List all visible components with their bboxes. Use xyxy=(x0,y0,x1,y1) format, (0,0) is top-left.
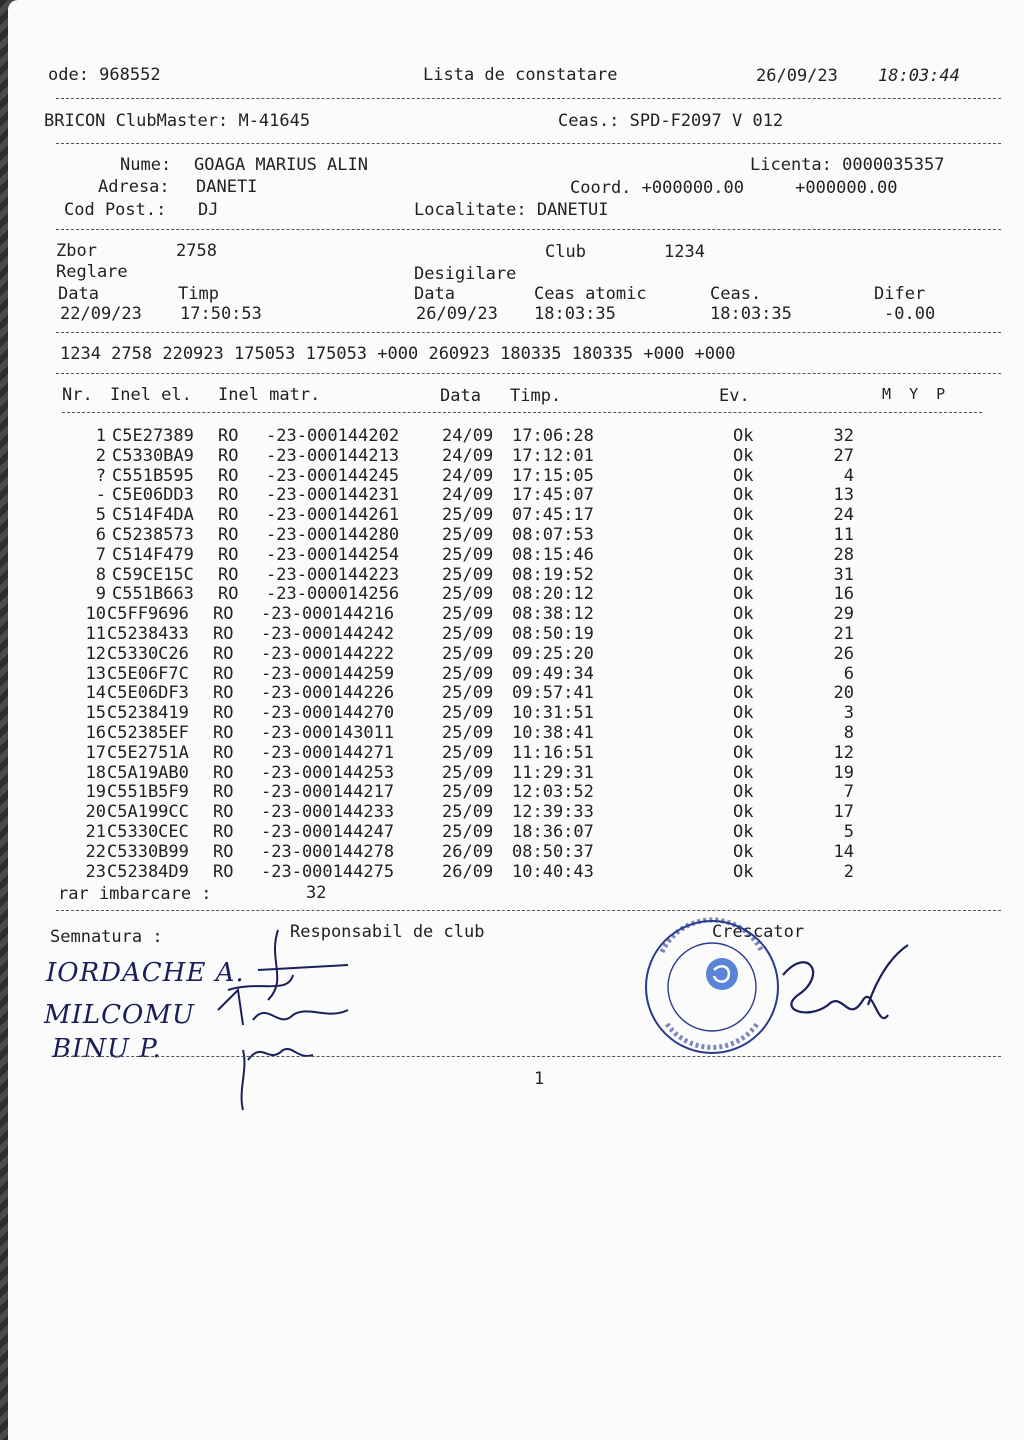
arrival-date: 25/09 xyxy=(442,723,494,743)
ring-electronic: C5E27389 xyxy=(112,426,194,446)
ring-country: RO xyxy=(213,762,234,783)
ring-electronic: C514F4DA xyxy=(112,505,194,526)
ring-matriculation: -23-000144254 xyxy=(266,544,400,565)
ring-country: RO xyxy=(218,505,239,526)
ring-matriculation: -23-000144233 xyxy=(261,802,395,823)
position: 6 xyxy=(843,663,854,684)
event-status: Ok xyxy=(733,723,754,743)
arrival-date: 25/09 xyxy=(442,544,494,565)
desigilare-date: 26/09/23 xyxy=(416,304,498,324)
event-status: Ok xyxy=(733,861,754,882)
arrival-date: 25/09 xyxy=(442,742,494,763)
ring-country: RO xyxy=(213,861,234,882)
ceas-header: Ceas. xyxy=(710,284,762,304)
arrival-date: 26/09 xyxy=(442,861,494,882)
arrival-time: 18:36:07 xyxy=(512,822,594,842)
table-row xyxy=(8,525,1008,545)
position: 4 xyxy=(843,465,854,486)
table-row xyxy=(8,584,1008,604)
event-status: Ok xyxy=(733,703,754,724)
print-time: 18:03:44 xyxy=(878,66,960,86)
owner-address: DANETI xyxy=(196,177,258,197)
reglare-label: Reglare xyxy=(56,262,128,282)
ring-electronic: C5330BA9 xyxy=(112,445,194,466)
handwritten-name-3: BINU P. xyxy=(52,1034,162,1064)
arrival-date: 25/09 xyxy=(442,505,494,526)
ring-electronic: C5238433 xyxy=(107,624,189,644)
imbarcare-label: rar imbarcare : xyxy=(58,884,212,904)
postcode-label: Cod Post.: xyxy=(64,200,167,220)
row-nr: 20 xyxy=(85,802,106,823)
ring-country: RO xyxy=(213,723,234,743)
position: 8 xyxy=(843,723,854,743)
ring-country: RO xyxy=(218,525,239,545)
position: 19 xyxy=(833,762,854,783)
arrival-date: 25/09 xyxy=(442,703,494,724)
arrival-time: 17:45:07 xyxy=(512,485,594,506)
ring-country: RO xyxy=(213,604,234,625)
ring-electronic: C5330B99 xyxy=(107,841,189,862)
arrival-time: 12:39:33 xyxy=(512,802,594,823)
event-status: Ok xyxy=(733,505,754,526)
table-row xyxy=(8,842,1008,862)
table-row xyxy=(8,644,1008,664)
row-nr: - xyxy=(95,485,106,506)
table-row xyxy=(8,446,1008,466)
arrival-time: 08:07:53 xyxy=(512,525,594,545)
divider xyxy=(56,910,1001,911)
ring-matriculation: -23-000144253 xyxy=(261,762,395,783)
difer-header: Difer xyxy=(874,284,926,304)
ring-matriculation: -23-000144271 xyxy=(261,742,395,763)
ring-country: RO xyxy=(218,584,239,605)
ring-electronic: C5330C26 xyxy=(107,643,189,664)
data-header-2: Data xyxy=(414,284,455,304)
event-status: Ok xyxy=(733,604,754,625)
position: 13 xyxy=(833,485,854,506)
ring-matriculation: -23-000144275 xyxy=(261,861,395,882)
table-row xyxy=(8,604,1008,624)
event-status: Ok xyxy=(733,465,754,486)
row-nr: 17 xyxy=(85,742,106,763)
col-data: Data xyxy=(440,386,481,406)
responsabil-label: Responsabil de club xyxy=(290,922,485,942)
zbor-value: 2758 xyxy=(176,241,217,261)
ring-country: RO xyxy=(213,663,234,684)
row-nr: 1 xyxy=(95,426,106,446)
atomic-header: Ceas atomic xyxy=(534,284,647,304)
zbor-label: Zbor xyxy=(56,241,97,261)
ring-country: RO xyxy=(213,643,234,664)
ring-matriculation: -23-000144213 xyxy=(266,445,400,466)
event-status: Ok xyxy=(733,782,754,803)
event-status: Ok xyxy=(733,485,754,506)
ring-electronic: C59CE15C xyxy=(112,564,194,585)
ring-electronic: C52385EF xyxy=(107,723,189,743)
coordinates: Coord. +000000.00 +000000.00 xyxy=(570,178,898,198)
ring-country: RO xyxy=(218,544,239,565)
ring-matriculation: -23-000144222 xyxy=(261,643,395,664)
ring-matriculation: -23-000144280 xyxy=(266,525,400,545)
ring-matriculation: -23-000144216 xyxy=(261,604,395,625)
arrival-date: 25/09 xyxy=(442,663,494,684)
arrival-time: 11:29:31 xyxy=(512,762,594,783)
table-row xyxy=(8,545,1008,565)
position: 31 xyxy=(833,564,854,585)
divider xyxy=(56,332,1001,333)
position: 3 xyxy=(843,703,854,724)
clock-id: Ceas.: SPD-F2097 V 012 xyxy=(558,111,784,131)
position: 17 xyxy=(833,802,854,823)
ring-electronic: C5E06DD3 xyxy=(112,485,194,506)
position: 28 xyxy=(833,544,854,565)
row-nr: ? xyxy=(95,465,106,486)
owner-name: GOAGA MARIUS ALIN xyxy=(194,155,368,175)
ring-matriculation: -23-000144223 xyxy=(266,564,400,585)
ring-electronic: C5E06F7C xyxy=(107,663,189,684)
table-row xyxy=(8,426,1008,446)
ring-matriculation: -23-000144278 xyxy=(261,841,395,862)
position: 27 xyxy=(833,445,854,466)
event-status: Ok xyxy=(733,762,754,783)
signatures-scribble xyxy=(198,920,378,1120)
ring-country: RO xyxy=(213,841,234,862)
ring-matriculation: -23-000144242 xyxy=(261,624,395,644)
arrival-time: 12:03:52 xyxy=(512,782,594,803)
receipt-paper xyxy=(8,0,1024,1440)
table-row xyxy=(8,782,1008,802)
handwritten-name-2: MILCOMU xyxy=(44,1000,195,1030)
arrival-date: 25/09 xyxy=(442,604,494,625)
position: 2 xyxy=(843,861,854,882)
ring-electronic: C5E2751A xyxy=(107,742,189,763)
ring-matriculation: -23-000014256 xyxy=(266,584,400,605)
position: 21 xyxy=(833,624,854,644)
arrival-time: 09:57:41 xyxy=(512,683,594,704)
ring-country: RO xyxy=(218,445,239,466)
ring-electronic: C5238419 xyxy=(107,703,189,724)
table-row xyxy=(8,683,1008,703)
arrival-time: 08:50:37 xyxy=(512,841,594,862)
position: 12 xyxy=(833,742,854,763)
arrival-time: 10:40:43 xyxy=(512,861,594,882)
row-nr: 22 xyxy=(85,841,106,862)
arrival-date: 24/09 xyxy=(442,485,494,506)
position: 7 xyxy=(843,782,854,803)
table-row xyxy=(8,703,1008,723)
ring-electronic: C5330CEC xyxy=(107,822,189,842)
print-date: 26/09/23 xyxy=(756,66,838,86)
clock-time: 18:03:35 xyxy=(710,304,792,324)
ring-country: RO xyxy=(213,742,234,763)
row-nr: 5 xyxy=(95,505,106,526)
reglare-time: 17:50:53 xyxy=(180,304,262,324)
table-row xyxy=(8,565,1008,585)
ring-electronic: C514F479 xyxy=(112,544,194,565)
ring-matriculation: -23-000144217 xyxy=(261,782,395,803)
ring-electronic: C551B595 xyxy=(112,465,194,486)
raw-code-line: 1234 2758 220923 175053 175053 +000 260923 180335 180335 +000 +000 xyxy=(60,344,736,364)
ring-country: RO xyxy=(213,703,234,724)
arrival-date: 24/09 xyxy=(442,426,494,446)
row-nr: 19 xyxy=(85,782,106,803)
arrival-date: 25/09 xyxy=(442,782,494,803)
position: 32 xyxy=(833,426,854,446)
arrival-date: 25/09 xyxy=(442,525,494,545)
table-row xyxy=(8,763,1008,783)
event-status: Ok xyxy=(733,742,754,763)
arrival-date: 25/09 xyxy=(442,822,494,842)
position: 11 xyxy=(833,525,854,545)
ring-electronic: C5E06DF3 xyxy=(107,683,189,704)
position: 26 xyxy=(833,643,854,664)
divider xyxy=(56,143,1001,144)
position: 14 xyxy=(833,841,854,862)
ring-electronic: C5A199CC xyxy=(107,802,189,823)
row-nr: 16 xyxy=(85,723,106,743)
position: 16 xyxy=(833,584,854,605)
event-status: Ok xyxy=(733,683,754,704)
table-row xyxy=(8,822,1008,842)
col-ev: Ev. xyxy=(719,386,750,406)
event-status: Ok xyxy=(733,822,754,842)
ring-electronic: C52384D9 xyxy=(107,861,189,882)
crescator-label: Crescator xyxy=(712,922,805,942)
arrival-date: 25/09 xyxy=(442,683,494,704)
event-status: Ok xyxy=(733,544,754,565)
arrival-time: 08:19:52 xyxy=(512,564,594,585)
ring-matriculation: -23-000144247 xyxy=(261,822,395,842)
divider xyxy=(56,373,1001,374)
ring-matriculation: -23-000144259 xyxy=(261,663,395,684)
divider xyxy=(56,1056,1001,1057)
arrival-date: 25/09 xyxy=(442,584,494,605)
position: 20 xyxy=(833,683,854,704)
arrival-time: 17:15:05 xyxy=(512,465,594,486)
page-number: 1 xyxy=(534,1069,545,1089)
ring-matriculation: -23-000144245 xyxy=(266,465,400,486)
address-label: Adresa: xyxy=(98,177,170,197)
data-header-1: Data xyxy=(58,284,99,304)
arrival-time: 17:12:01 xyxy=(512,445,594,466)
arrival-date: 25/09 xyxy=(442,643,494,664)
ring-country: RO xyxy=(218,564,239,585)
atomic-time: 18:03:35 xyxy=(534,304,616,324)
row-nr: 21 xyxy=(85,822,106,842)
club-stamp-seal xyxy=(632,912,792,1062)
arrival-time: 08:38:12 xyxy=(512,604,594,625)
name-label: Nume: xyxy=(120,155,172,175)
position: 24 xyxy=(833,505,854,526)
arrival-time: 08:20:12 xyxy=(512,584,594,605)
arrival-time: 08:15:46 xyxy=(512,544,594,565)
ring-matriculation: -23-000144231 xyxy=(266,485,400,506)
ring-electronic: C5A19AB0 xyxy=(107,762,189,783)
row-nr: 11 xyxy=(85,624,106,644)
table-row xyxy=(8,802,1008,822)
divider xyxy=(56,98,1001,99)
table-row xyxy=(8,723,1008,743)
row-nr: 9 xyxy=(95,584,106,605)
ring-country: RO xyxy=(218,485,239,506)
ring-electronic: C5FF9696 xyxy=(107,604,189,625)
arrival-date: 24/09 xyxy=(442,445,494,466)
code-label: ode: 968552 xyxy=(48,65,161,85)
table-row xyxy=(8,485,1008,505)
ring-matriculation: -23-000144270 xyxy=(261,703,395,724)
event-status: Ok xyxy=(733,624,754,644)
locality: Localitate: DANETUI xyxy=(414,200,609,220)
col-myp: M Y P xyxy=(882,385,946,403)
event-status: Ok xyxy=(733,841,754,862)
licence: Licenta: 0000035357 xyxy=(750,155,945,175)
row-nr: 14 xyxy=(85,683,106,704)
row-nr: 13 xyxy=(85,663,106,684)
position: 29 xyxy=(833,604,854,625)
row-nr: 2 xyxy=(95,445,106,466)
ring-electronic: C551B5F9 xyxy=(107,782,189,803)
ring-electronic: C551B663 xyxy=(112,584,194,605)
document-title: Lista de constatare xyxy=(423,65,618,85)
desigilare-label: Desigilare xyxy=(414,264,517,284)
col-inel-el: Inel el. xyxy=(110,385,192,405)
arrival-time: 09:25:20 xyxy=(512,643,594,664)
ring-country: RO xyxy=(213,802,234,823)
event-status: Ok xyxy=(733,426,754,446)
event-status: Ok xyxy=(733,525,754,545)
event-status: Ok xyxy=(733,564,754,585)
arrival-time: 08:50:19 xyxy=(512,624,594,644)
table-row xyxy=(8,505,1008,525)
ring-country: RO xyxy=(213,683,234,704)
event-status: Ok xyxy=(733,584,754,605)
ring-matriculation: -23-000143011 xyxy=(261,723,395,743)
ring-electronic: C5238573 xyxy=(112,525,194,545)
table-row xyxy=(8,743,1008,763)
arrival-date: 24/09 xyxy=(442,465,494,486)
arrival-date: 26/09 xyxy=(442,841,494,862)
arrival-time: 17:06:28 xyxy=(512,426,594,446)
arrival-date: 25/09 xyxy=(442,802,494,823)
event-status: Ok xyxy=(733,802,754,823)
ring-country: RO xyxy=(213,822,234,842)
club-value: 1234 xyxy=(664,242,705,262)
difference: -0.00 xyxy=(884,304,936,324)
reglare-date: 22/09/23 xyxy=(60,304,142,324)
ring-country: RO xyxy=(213,624,234,644)
event-status: Ok xyxy=(733,663,754,684)
row-nr: 10 xyxy=(85,604,106,625)
ring-country: RO xyxy=(218,465,239,486)
col-timp: Timp. xyxy=(510,386,562,406)
timp-header: Timp xyxy=(178,284,219,304)
device-id: BRICON ClubMaster: M-41645 xyxy=(44,111,311,131)
imbarcare-value: 32 xyxy=(306,883,327,903)
row-nr: 23 xyxy=(85,861,106,882)
arrival-time: 10:31:51 xyxy=(512,703,594,724)
arrival-date: 25/09 xyxy=(442,624,494,644)
row-nr: 6 xyxy=(95,525,106,545)
table-row xyxy=(8,862,1008,882)
semnatura-label: Semnatura : xyxy=(50,927,163,947)
ring-country: RO xyxy=(218,426,239,446)
position: 5 xyxy=(843,822,854,842)
event-status: Ok xyxy=(733,643,754,664)
ring-matriculation: -23-000144226 xyxy=(261,683,395,704)
club-label: Club xyxy=(545,242,586,262)
handwritten-name-1: IORDACHE A. xyxy=(46,958,245,988)
ring-country: RO xyxy=(213,782,234,803)
divider xyxy=(62,412,982,413)
arrival-time: 09:49:34 xyxy=(512,663,594,684)
col-nr: Nr. xyxy=(62,385,93,405)
row-nr: 8 xyxy=(95,564,106,585)
divider xyxy=(56,229,1001,230)
arrival-time: 10:38:41 xyxy=(512,723,594,743)
row-nr: 18 xyxy=(85,762,106,783)
event-status: Ok xyxy=(733,445,754,466)
table-row xyxy=(8,466,1008,486)
col-inel-matr: Inel matr. xyxy=(218,385,321,405)
table-row xyxy=(8,624,1008,644)
row-nr: 15 xyxy=(85,703,106,724)
arrival-date: 25/09 xyxy=(442,762,494,783)
ring-matriculation: -23-000144261 xyxy=(266,505,400,526)
arrival-time: 07:45:17 xyxy=(512,505,594,526)
row-nr: 12 xyxy=(85,643,106,664)
postcode: DJ xyxy=(198,200,219,220)
row-nr: 7 xyxy=(95,544,106,565)
arrival-time: 11:16:51 xyxy=(512,742,594,763)
table-row xyxy=(8,664,1008,684)
arrival-date: 25/09 xyxy=(442,564,494,585)
ring-matriculation: -23-000144202 xyxy=(266,426,400,446)
